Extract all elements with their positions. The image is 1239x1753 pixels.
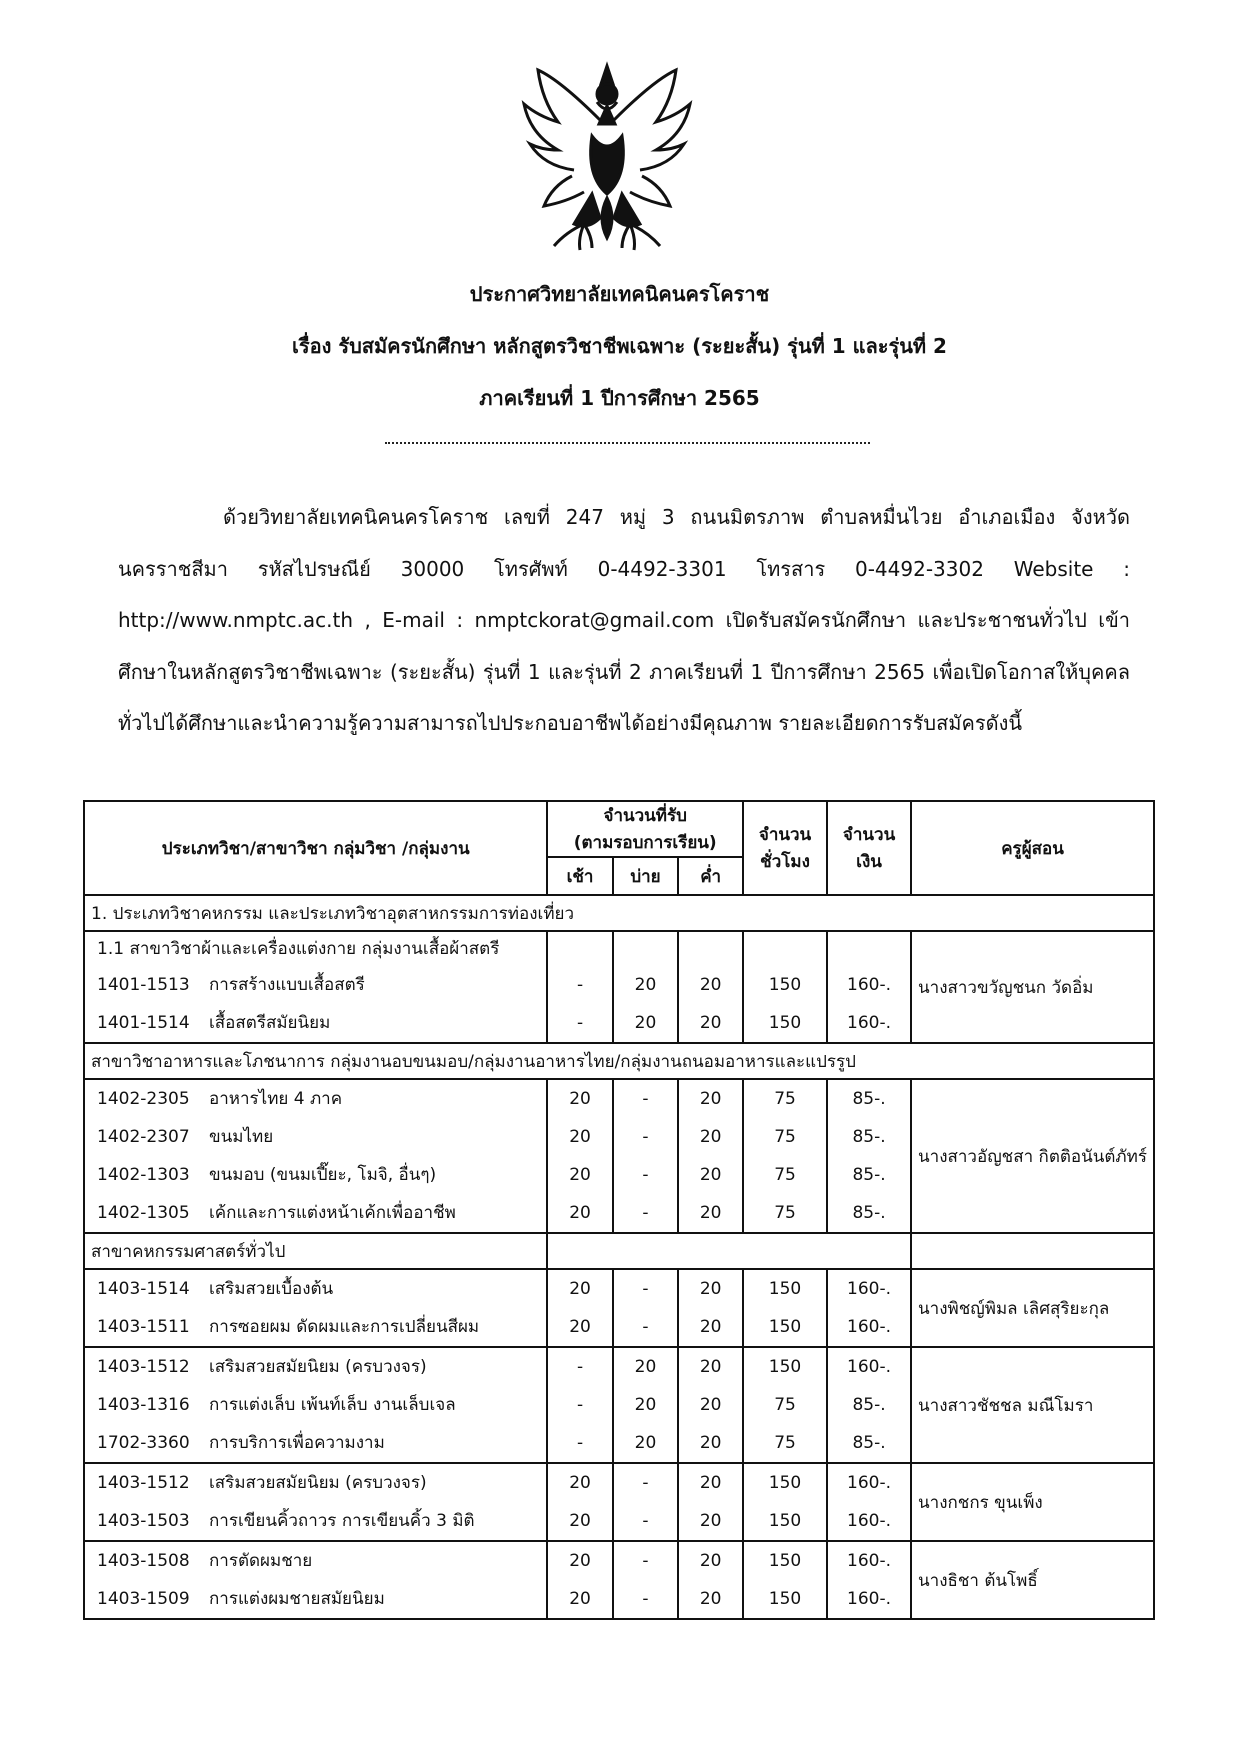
fee-value: 160-. bbox=[847, 1551, 892, 1571]
afternoon-value: - bbox=[642, 1089, 649, 1109]
announcement-term: ภาคเรียนที่ 1 ปีการศึกษา 2565 bbox=[479, 386, 760, 410]
course-name: เค้กและการแต่งหน้าเค้กเพื่ออาชีพ bbox=[209, 1203, 456, 1223]
course-row bbox=[91, 1118, 540, 1156]
morning-cell bbox=[547, 1269, 612, 1347]
course-row bbox=[91, 1386, 540, 1424]
hours-value: 150 bbox=[768, 1279, 802, 1299]
course-row bbox=[91, 1424, 540, 1462]
header-subject: ประเภทวิชา/สาขาวิชา กลุ่มวิชา /กลุ่มงาน bbox=[84, 801, 547, 895]
teacher-name: นางสาวอัญชสา กิตติอนันต์ภัทร์ bbox=[911, 1079, 1154, 1233]
evening-cell bbox=[678, 1463, 743, 1541]
fee-value: 85-. bbox=[852, 1395, 886, 1415]
course-code: 1402-1305 bbox=[97, 1203, 190, 1223]
morning-value: 20 bbox=[569, 1127, 591, 1147]
hours-value: 150 bbox=[768, 1511, 802, 1531]
course-row bbox=[91, 1080, 540, 1118]
header-afternoon: บ่าย bbox=[613, 857, 679, 895]
afternoon-value: - bbox=[642, 1551, 649, 1571]
announcement-title: ประกาศวิทยาลัยเทคนิคนครโคราช bbox=[469, 282, 770, 306]
fee-cell bbox=[827, 1269, 911, 1347]
teacher-name: นางธิชา ต้นโพธิ์ bbox=[911, 1541, 1154, 1619]
course-code: 1403-1508 bbox=[97, 1551, 190, 1571]
evening-value: 20 bbox=[699, 1395, 722, 1415]
hours-value: 150 bbox=[768, 1473, 802, 1493]
morning-value: 20 bbox=[569, 1511, 591, 1531]
teacher-name: นางสาวชัชชล มณีโมรา bbox=[911, 1347, 1154, 1463]
morning-value: - bbox=[576, 1357, 584, 1377]
afternoon-value: - bbox=[642, 1473, 649, 1493]
evening-cell bbox=[678, 1269, 743, 1347]
afternoon-value: 20 bbox=[634, 1395, 657, 1415]
course-name: เสริมสวยสมัยนิยม (ครบวงจร) bbox=[209, 1473, 427, 1493]
hours-cell bbox=[743, 931, 827, 1043]
afternoon-value: 20 bbox=[634, 1433, 657, 1453]
teacher-name: นางพิชญ์พิมล เลิศสุริยะกุล bbox=[911, 1269, 1154, 1347]
header-hours: จำนวน ชั่วโมง bbox=[743, 801, 827, 895]
fee-value: 85-. bbox=[852, 1433, 886, 1453]
evening-cell bbox=[678, 1541, 743, 1619]
morning-value: - bbox=[576, 975, 584, 995]
evening-cell bbox=[678, 1347, 743, 1463]
evening-value: 20 bbox=[699, 1551, 722, 1571]
section-empty bbox=[911, 1233, 1154, 1269]
course-code: 1402-1303 bbox=[97, 1165, 190, 1185]
announcement-body bbox=[118, 492, 1130, 750]
group-courses bbox=[84, 1541, 547, 1619]
header-fee: จำนวน เงิน bbox=[827, 801, 911, 895]
morning-value: 20 bbox=[569, 1551, 591, 1571]
course-name: เสริมสวยเบื้องต้น bbox=[209, 1279, 334, 1299]
fee-value: 160-. bbox=[847, 1317, 892, 1337]
evening-value: 20 bbox=[699, 1473, 722, 1493]
hours-value: 75 bbox=[774, 1203, 796, 1223]
group-courses bbox=[84, 1347, 547, 1463]
group-courses bbox=[84, 931, 547, 1043]
course-code: 1403-1514 bbox=[97, 1279, 190, 1299]
fee-cell bbox=[827, 1463, 911, 1541]
course-name: เสื้อสตรีสมัยนิยม bbox=[209, 1013, 331, 1033]
course-name: ขนมไทย bbox=[209, 1127, 274, 1147]
fee-value: 85-. bbox=[852, 1089, 886, 1109]
hours-cell bbox=[743, 1463, 827, 1541]
hours-value: 75 bbox=[774, 1089, 796, 1109]
morning-value: - bbox=[576, 1395, 584, 1415]
fee-cell bbox=[827, 1347, 911, 1463]
course-row bbox=[91, 1156, 540, 1194]
course-name: การแต่งผมชายสมัยนิยม bbox=[209, 1589, 385, 1609]
course-code: 1402-2305 bbox=[97, 1089, 190, 1109]
course-name: เสริมสวยสมัยนิยม (ครบวงจร) bbox=[209, 1357, 427, 1377]
announcement-subject: เรื่อง รับสมัครนักศึกษา หลักสูตรวิชาชีพเฉพาะ (ระยะสั้น) รุ่นที่ 1 และรุ่นที่ 2 bbox=[292, 334, 947, 358]
header-intake-label: จำนวนที่รับ bbox=[603, 806, 687, 826]
header-intake-sub: (ตามรอบการเรียน) bbox=[573, 833, 717, 853]
course-row bbox=[91, 1542, 540, 1580]
group-row bbox=[84, 1541, 1154, 1619]
group-row bbox=[84, 1347, 1154, 1463]
afternoon-cell bbox=[613, 1269, 679, 1347]
hours-value: 150 bbox=[768, 1357, 802, 1377]
section-heading: สาขาวิชาอาหารและโภชนาการ กลุ่มงานอบขนมอบ/กลุ่มงานอาหารไทย/กลุ่มงานถนอมอาหารและแปรรูป bbox=[84, 1043, 1154, 1079]
teacher-name: นางสาวขวัญชนก วัดอิ่ม bbox=[911, 931, 1154, 1043]
course-code: 1403-1512 bbox=[97, 1473, 190, 1493]
group-row bbox=[84, 1079, 1154, 1233]
morning-cell bbox=[547, 931, 612, 1043]
group-row bbox=[84, 1269, 1154, 1347]
evening-value: 20 bbox=[699, 1357, 722, 1377]
course-row bbox=[91, 1348, 540, 1386]
fee-cell bbox=[827, 1541, 911, 1619]
course-row bbox=[91, 1502, 540, 1540]
fee-value: 85-. bbox=[852, 1165, 886, 1185]
body-paragraph: ด้วยวิทยาลัยเทคนิคนครโคราช เลขที่ 247 หมู่ 3 ถนนมิตรภาพ ตำบลหมื่นไวย อำเภอเมือง จังหวัดนครราชสีมา รหัสไปรษณีย์ 30000 โทรศัพท์ 0-4492-3301 โทรสาร 0-4492-3302 Website : http://www.nmptc.ac.th , E-mail : nmptckorat@gmail.com เปิดรับสมัครนักศึกษา และประชาชนทั่วไป เข้าศึกษาในหลักสูตรวิชาชีพเฉพาะ (ระยะสั้น) รุ่นที่ 1 และรุ่นที่ 2 ภาคเรียนที่ 1 ปีการศึกษา 2565 เพื่อเปิดโอกาสให้บุคคลทั่วไปได้ศึกษาและนำความรู้ความสามารถไปประกอบอาชีพได้อย่างมีคุณภาพ รายละเอียดการรับสมัครดังนี้ bbox=[118, 505, 1130, 735]
fee-value: 160-. bbox=[847, 1473, 892, 1493]
morning-value: - bbox=[576, 1433, 584, 1453]
header-teacher: ครูผู้สอน bbox=[911, 801, 1154, 895]
morning-value: - bbox=[576, 1013, 584, 1033]
afternoon-value: - bbox=[642, 1511, 649, 1531]
morning-value: 20 bbox=[569, 1473, 591, 1493]
course-code: 1403-1509 bbox=[97, 1589, 190, 1609]
fee-value: 160-. bbox=[847, 1279, 892, 1299]
morning-value: 20 bbox=[569, 1589, 591, 1609]
evening-value: 20 bbox=[699, 975, 722, 995]
course-code: 1702-3360 bbox=[97, 1433, 190, 1453]
hours-value: 75 bbox=[774, 1395, 796, 1415]
evening-value: 20 bbox=[699, 1165, 722, 1185]
fee-value: 160-. bbox=[847, 1511, 892, 1531]
afternoon-cell bbox=[613, 1541, 679, 1619]
course-code: 1403-1316 bbox=[97, 1395, 190, 1415]
group-title: 1.1 สาขาวิชาผ้าและเครื่องแต่งกาย กลุ่มงานเสื้อผ้าสตรี bbox=[97, 939, 500, 959]
course-name: การสร้างแบบเสื้อสตรี bbox=[209, 975, 365, 995]
morning-value: 20 bbox=[569, 1203, 591, 1223]
fee-cell bbox=[827, 931, 911, 1043]
hours-value: 150 bbox=[768, 1317, 802, 1337]
afternoon-cell bbox=[613, 1463, 679, 1541]
fee-value: 160-. bbox=[847, 1013, 892, 1033]
evening-value: 20 bbox=[699, 1089, 722, 1109]
afternoon-value: 20 bbox=[634, 1013, 657, 1033]
course-code: 1401-1513 bbox=[97, 975, 190, 995]
afternoon-cell bbox=[613, 1079, 679, 1233]
hours-value: 150 bbox=[768, 1589, 802, 1609]
morning-value: 20 bbox=[569, 1279, 591, 1299]
afternoon-value: - bbox=[642, 1589, 649, 1609]
fee-value: 160-. bbox=[847, 1589, 892, 1609]
evening-cell bbox=[678, 931, 743, 1043]
header-morning: เช้า bbox=[547, 857, 612, 895]
hours-value: 75 bbox=[774, 1127, 796, 1147]
course-code: 1403-1511 bbox=[97, 1317, 190, 1337]
course-code: 1403-1503 bbox=[97, 1511, 190, 1531]
course-row bbox=[91, 1194, 540, 1232]
evening-value: 20 bbox=[699, 1127, 722, 1147]
garuda-emblem-icon bbox=[512, 58, 702, 258]
hours-cell bbox=[743, 1541, 827, 1619]
hours-cell bbox=[743, 1079, 827, 1233]
dotted-divider bbox=[385, 442, 870, 444]
hours-value: 150 bbox=[768, 975, 802, 995]
morning-cell bbox=[547, 1347, 612, 1463]
afternoon-value: - bbox=[642, 1127, 649, 1147]
afternoon-cell bbox=[613, 931, 679, 1043]
evening-value: 20 bbox=[699, 1317, 722, 1337]
fee-value: 85-. bbox=[852, 1127, 886, 1147]
fee-cell bbox=[827, 1079, 911, 1233]
morning-cell bbox=[547, 1463, 612, 1541]
group-courses bbox=[84, 1079, 547, 1233]
evening-value: 20 bbox=[699, 1013, 722, 1033]
course-name: การบริการเพื่อความงาม bbox=[209, 1433, 385, 1453]
morning-cell bbox=[547, 1541, 612, 1619]
hours-value: 150 bbox=[768, 1551, 802, 1571]
evening-cell bbox=[678, 1079, 743, 1233]
course-row bbox=[91, 1270, 540, 1308]
afternoon-value: 20 bbox=[634, 1357, 657, 1377]
evening-value: 20 bbox=[699, 1433, 722, 1453]
hours-cell bbox=[743, 1269, 827, 1347]
course-name: การตัดผมชาย bbox=[209, 1551, 313, 1571]
section-heading: 1. ประเภทวิชาคหกรรม และประเภทวิชาอุตสาหกรรมการท่องเที่ยว bbox=[84, 895, 1154, 931]
morning-value: 20 bbox=[569, 1165, 591, 1185]
morning-value: 20 bbox=[569, 1317, 591, 1337]
course-name: การซอยผม ดัดผมและการเปลี่ยนสีผม bbox=[209, 1317, 480, 1337]
course-row bbox=[91, 1580, 540, 1618]
course-code: 1402-2307 bbox=[97, 1127, 190, 1147]
hours-value: 75 bbox=[774, 1165, 796, 1185]
afternoon-value: - bbox=[642, 1203, 649, 1223]
header-evening: ค่ำ bbox=[678, 857, 743, 895]
afternoon-value: - bbox=[642, 1165, 649, 1185]
fee-value: 160-. bbox=[847, 1357, 892, 1377]
course-row bbox=[91, 1464, 540, 1502]
course-table bbox=[83, 800, 1155, 1620]
evening-value: 20 bbox=[699, 1203, 722, 1223]
teacher-name: นางกชกร ขุนเพ็ง bbox=[911, 1463, 1154, 1541]
header-intake bbox=[547, 801, 743, 857]
fee-value: 160-. bbox=[847, 975, 892, 995]
course-code: 1403-1512 bbox=[97, 1357, 190, 1377]
afternoon-value: 20 bbox=[634, 975, 657, 995]
hours-value: 150 bbox=[768, 1013, 802, 1033]
afternoon-value: - bbox=[642, 1317, 649, 1337]
course-row bbox=[91, 1004, 540, 1042]
hours-value: 75 bbox=[774, 1433, 796, 1453]
course-name: การแต่งเล็บ เพ้นท์เล็บ งานเล็บเจล bbox=[209, 1395, 456, 1415]
group-row bbox=[84, 1463, 1154, 1541]
section-heading: สาขาคหกรรมศาสตร์ทั่วไป bbox=[84, 1233, 547, 1269]
morning-value: 20 bbox=[569, 1089, 591, 1109]
course-code: 1401-1514 bbox=[97, 1013, 190, 1033]
evening-value: 20 bbox=[699, 1279, 722, 1299]
course-row bbox=[91, 966, 540, 1004]
morning-cell bbox=[547, 1079, 612, 1233]
group-courses bbox=[84, 1269, 547, 1347]
group-courses bbox=[84, 1463, 547, 1541]
course-name: อาหารไทย 4 ภาค bbox=[209, 1089, 343, 1109]
evening-value: 20 bbox=[699, 1511, 722, 1531]
afternoon-value: - bbox=[642, 1279, 649, 1299]
fee-value: 85-. bbox=[852, 1203, 886, 1223]
hours-cell bbox=[743, 1347, 827, 1463]
group-row bbox=[84, 931, 1154, 1043]
course-name: ขนมอบ (ขนมเปี๊ยะ, โมจิ, อื่นๆ) bbox=[209, 1165, 437, 1185]
course-name: การเขียนคิ้วถาวร การเขียนคิ้ว 3 มิติ bbox=[209, 1511, 475, 1531]
evening-value: 20 bbox=[699, 1589, 722, 1609]
section-empty bbox=[547, 1233, 911, 1269]
course-row bbox=[91, 1308, 540, 1346]
afternoon-cell bbox=[613, 1347, 679, 1463]
